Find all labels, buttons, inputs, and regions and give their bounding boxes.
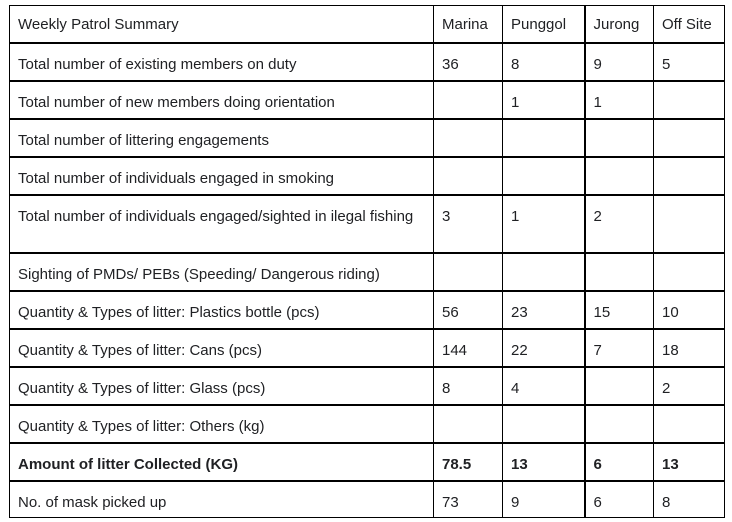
table-header-row: [10, 6, 725, 43]
header-title-cell: Weekly Patrol Summary: [10, 6, 434, 43]
value-cell-punggol: [503, 405, 585, 443]
value-cell-punggol: 4: [503, 367, 585, 405]
table-row: [10, 43, 725, 81]
row-label-cell: Total number of new members doing orientation: [10, 81, 434, 119]
value-cell-jurong: 15: [585, 291, 654, 329]
value-cell-jurong: 1: [585, 81, 654, 119]
value-cell-offsite: 18: [654, 329, 725, 367]
value-cell-punggol: 8: [503, 43, 585, 81]
table-row: [10, 443, 725, 481]
table-row: [10, 195, 725, 253]
value-cell-marina: 144: [434, 329, 503, 367]
value-cell-punggol: 1: [503, 195, 585, 253]
table-row: [10, 253, 725, 291]
value-cell-offsite: 10: [654, 291, 725, 329]
value-cell-punggol: 1: [503, 81, 585, 119]
value-cell-offsite: 5: [654, 43, 725, 81]
value-cell-offsite: [654, 195, 725, 253]
header-offsite-cell: Off Site: [654, 6, 725, 43]
value-cell-jurong: 9: [585, 43, 654, 81]
patrol-summary-table: [9, 5, 725, 518]
table-row: [10, 367, 725, 405]
row-label-cell: Quantity & Types of litter: Glass (pcs): [10, 367, 434, 405]
value-cell-jurong: [585, 367, 654, 405]
value-cell-jurong: 7: [585, 329, 654, 367]
value-cell-marina: 73: [434, 481, 503, 518]
table-row: [10, 329, 725, 367]
row-label-cell: No. of mask picked up: [10, 481, 434, 518]
value-cell-marina: 3: [434, 195, 503, 253]
header-jurong-cell: Jurong: [585, 6, 654, 43]
row-label-cell: Quantity & Types of litter: Others (kg): [10, 405, 434, 443]
value-cell-punggol: [503, 119, 585, 157]
row-label-cell: Total number of littering engagements: [10, 119, 434, 157]
value-cell-marina: [434, 405, 503, 443]
value-cell-offsite: [654, 157, 725, 195]
value-cell-offsite: 8: [654, 481, 725, 518]
value-cell-marina: 8: [434, 367, 503, 405]
value-cell-jurong: [585, 405, 654, 443]
value-cell-marina: [434, 81, 503, 119]
value-cell-marina: 56: [434, 291, 503, 329]
value-cell-punggol: [503, 253, 585, 291]
value-cell-offsite: [654, 253, 725, 291]
table-row: [10, 81, 725, 119]
value-cell-jurong: 6: [585, 481, 654, 518]
value-cell-offsite: [654, 81, 725, 119]
value-cell-offsite: [654, 405, 725, 443]
value-cell-marina: 36: [434, 43, 503, 81]
row-label-cell: Quantity & Types of litter: Cans (pcs): [10, 329, 434, 367]
value-cell-offsite: 2: [654, 367, 725, 405]
value-cell-marina: [434, 157, 503, 195]
value-cell-jurong: [585, 253, 654, 291]
table-row: [10, 405, 725, 443]
table-row: [10, 291, 725, 329]
row-label-cell: Total number of individuals engaged in smoking: [10, 157, 434, 195]
value-cell-jurong: [585, 157, 654, 195]
value-cell-marina: [434, 119, 503, 157]
value-cell-marina: 78.5: [434, 443, 503, 481]
value-cell-offsite: [654, 119, 725, 157]
value-cell-jurong: [585, 119, 654, 157]
row-label-cell: Quantity & Types of litter: Plastics bottle (pcs): [10, 291, 434, 329]
table-row: [10, 119, 725, 157]
header-marina-cell: Marina: [434, 6, 503, 43]
value-cell-punggol: [503, 157, 585, 195]
table-row: [10, 481, 725, 518]
table-body: [10, 6, 725, 518]
value-cell-punggol: 22: [503, 329, 585, 367]
value-cell-punggol: 23: [503, 291, 585, 329]
value-cell-punggol: 13: [503, 443, 585, 481]
row-label-cell: Sighting of PMDs/ PEBs (Speeding/ Dangerous riding): [10, 253, 434, 291]
row-label-cell: Total number of individuals engaged/sighted in ilegal fishing: [10, 195, 434, 253]
row-label-cell: Total number of existing members on duty: [10, 43, 434, 81]
row-label-cell: Amount of litter Collected (KG): [10, 443, 434, 481]
table-row: [10, 157, 725, 195]
value-cell-offsite: 13: [654, 443, 725, 481]
header-punggol-cell: Punggol: [503, 6, 585, 43]
value-cell-marina: [434, 253, 503, 291]
value-cell-jurong: 6: [585, 443, 654, 481]
value-cell-jurong: 2: [585, 195, 654, 253]
value-cell-punggol: 9: [503, 481, 585, 518]
